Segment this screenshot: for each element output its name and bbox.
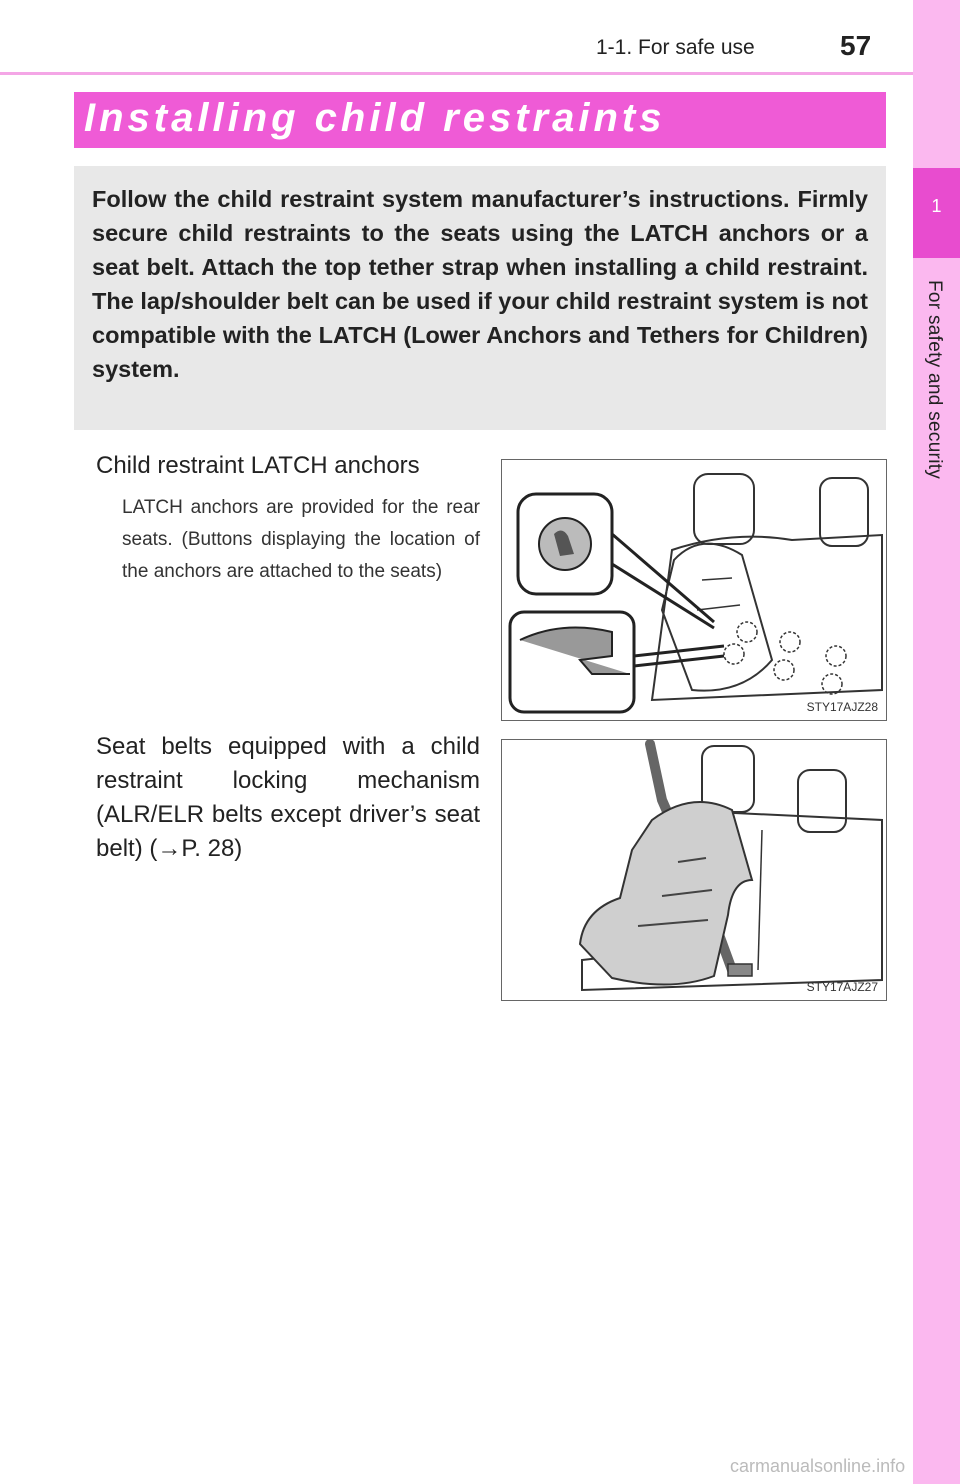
chapter-number: 1 <box>931 196 942 216</box>
latch-anchors-description: LATCH anchors are provided for the rear seats. (Buttons displaying the location of the anchors are attached to the seats) <box>122 497 480 582</box>
chapter-label: For safety and security <box>924 280 945 480</box>
figure-code-2: STY17AJZ27 <box>806 980 878 994</box>
figure-code-1: STY17AJZ28 <box>806 700 878 714</box>
seat-belt-figure <box>501 739 887 1001</box>
intro-box <box>74 166 886 430</box>
latch-anchors-title: Child restraint LATCH anchors <box>96 452 420 479</box>
title-band <box>74 92 886 148</box>
side-tab <box>913 0 960 1484</box>
seat-belt-illustration <box>502 740 886 1000</box>
header-section-title: 1-1. For safe use <box>596 36 755 59</box>
header-rule <box>0 72 913 75</box>
watermark: carmanualsonline.info <box>730 1456 906 1476</box>
latch-anchors-figure <box>501 459 887 721</box>
page-title: Installing child restraints <box>84 96 666 140</box>
intro-text: Follow the child restraint system manufacturer’s instructions. Firmly secure child restraints to the seats using the LATCH anchors or a seat belt. Attach the top tether strap when installing a child restraint. The lap/shoulder belt can be used if your child restraint system is not compatible with the LATCH (Lower Anchors and Tethers for Children) system. <box>92 186 868 382</box>
latch-seat-illustration <box>502 460 886 720</box>
page-number: 57 <box>840 30 872 61</box>
alr-elr-belts-text: Seat belts equipped with a child restraint locking mechanism (ALR/ELR belts except driver’s seat belt) (→P. 28) <box>96 733 480 862</box>
